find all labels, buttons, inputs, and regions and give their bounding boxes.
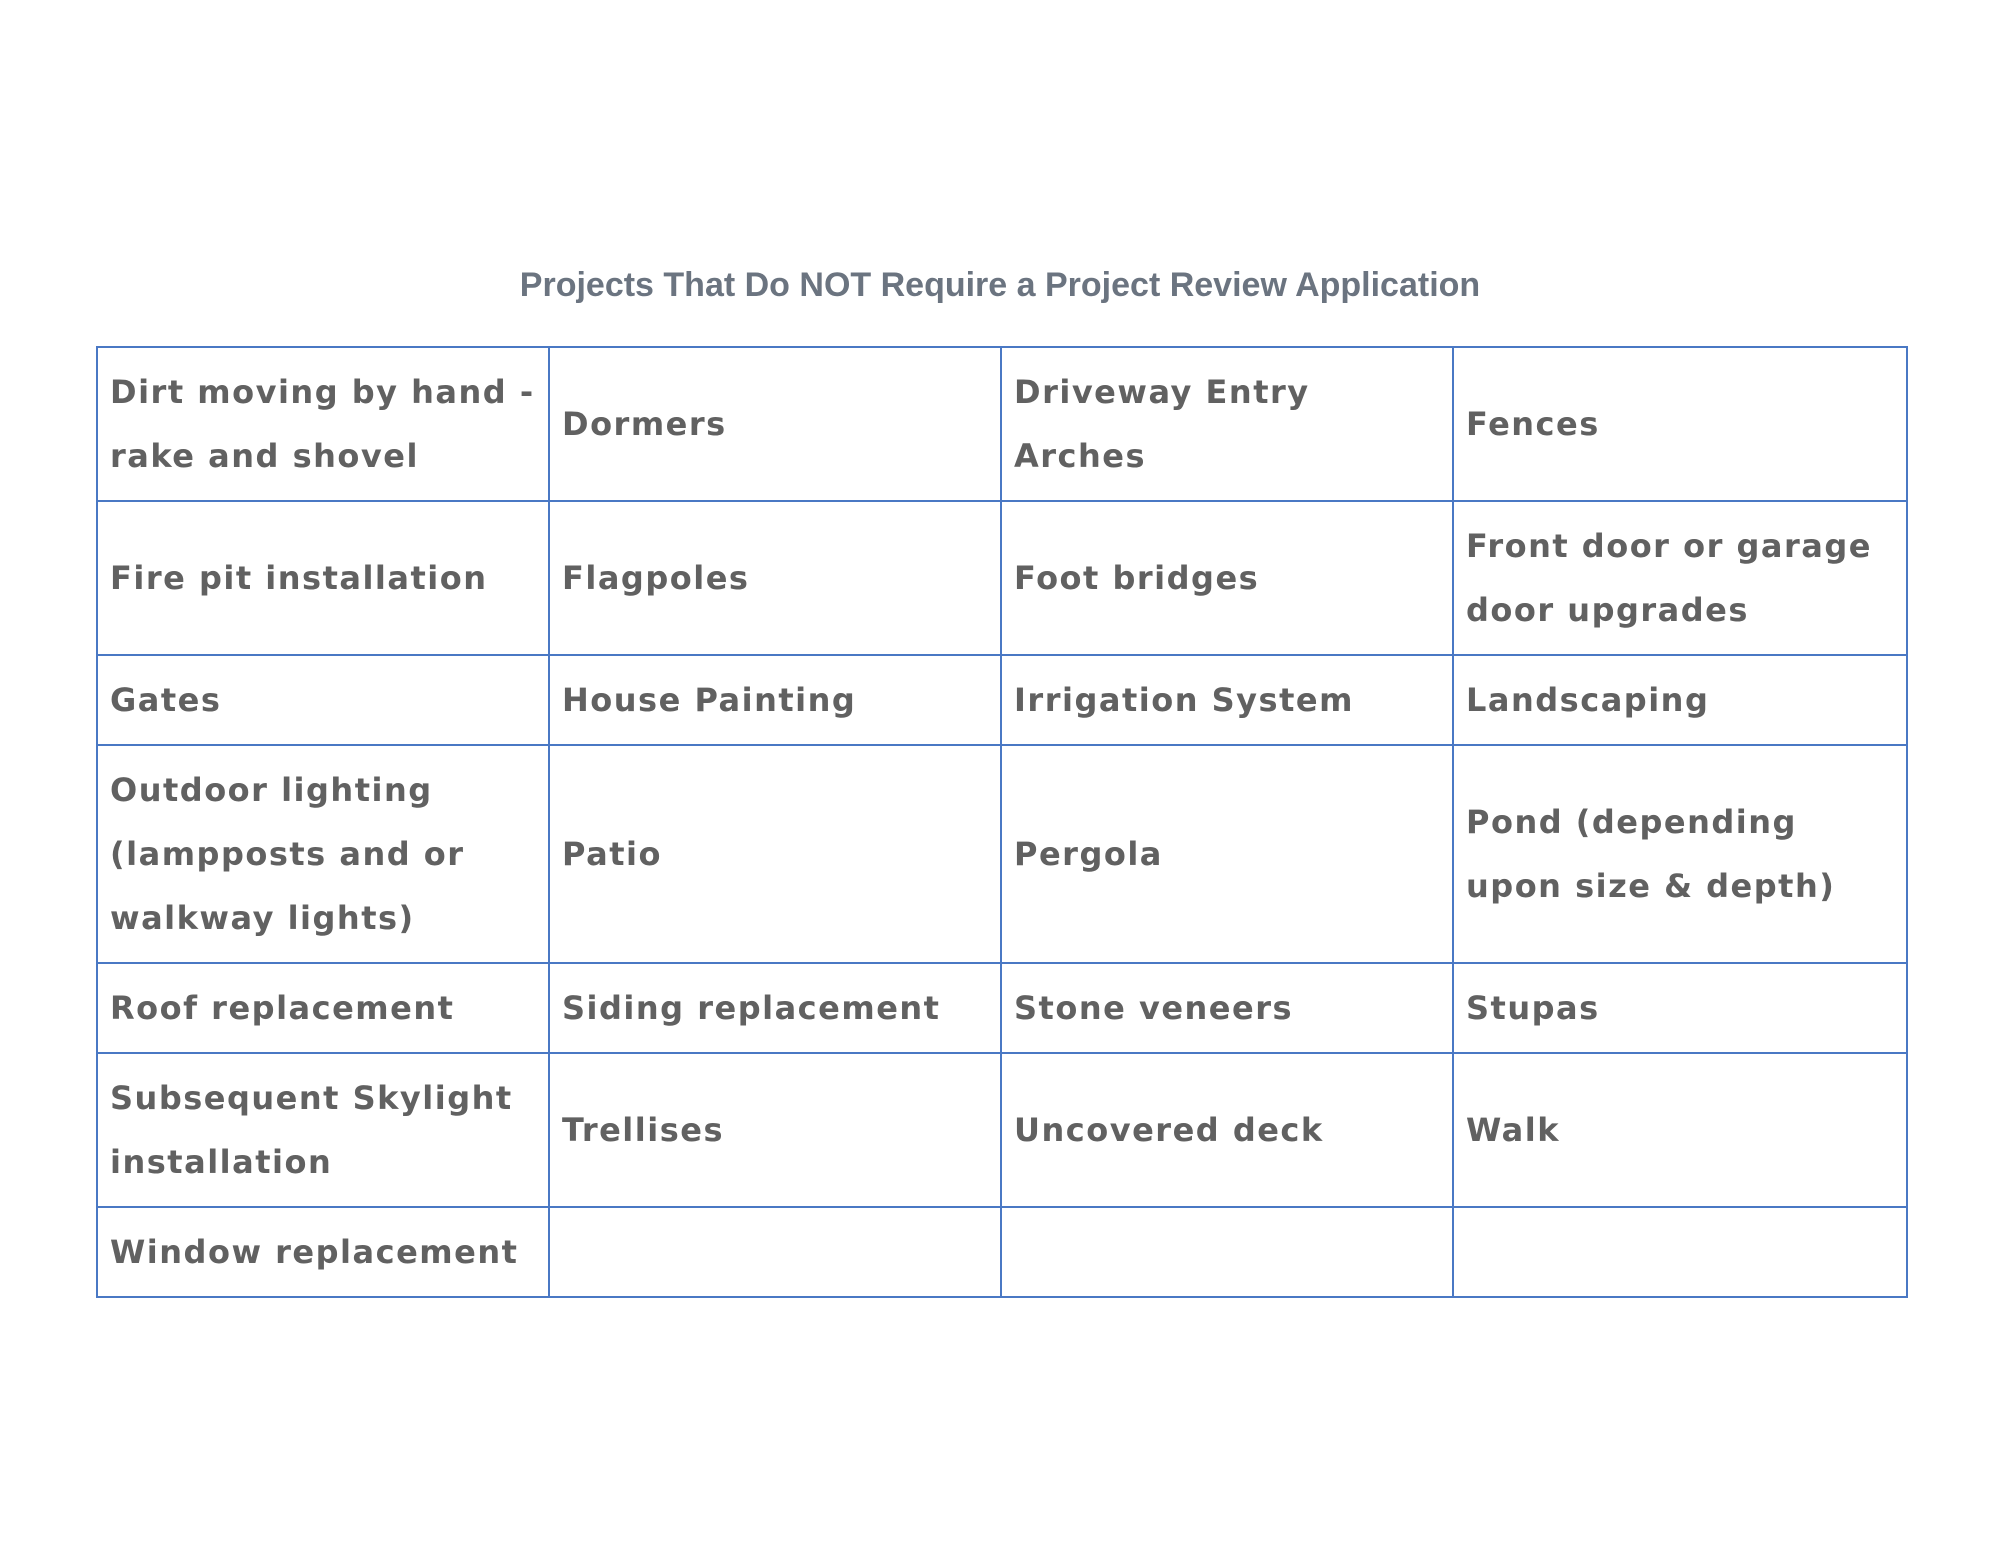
- table-cell: Outdoor lighting (lampposts and or walkway lights): [97, 745, 549, 963]
- table-cell: Foot bridges: [1001, 501, 1453, 655]
- table-cell: Stupas: [1453, 963, 1907, 1053]
- table-row: [97, 655, 1907, 745]
- table-cell: Roof replacement: [97, 963, 549, 1053]
- table-cell: Walk: [1453, 1053, 1907, 1207]
- table-row: [97, 1053, 1907, 1207]
- table-cell: Pergola: [1001, 745, 1453, 963]
- table-cell: Irrigation System: [1001, 655, 1453, 745]
- table-cell: Front door or garage door upgrades: [1453, 501, 1907, 655]
- table-cell: Pond (depending upon size & depth): [1453, 745, 1907, 963]
- table-cell: Driveway Entry Arches: [1001, 347, 1453, 501]
- table-cell: Uncovered deck: [1001, 1053, 1453, 1207]
- table-cell: [1453, 1207, 1907, 1297]
- table-cell: Gates: [97, 655, 549, 745]
- table-cell: [1001, 1207, 1453, 1297]
- table-cell: Dormers: [549, 347, 1001, 501]
- projects-table: [96, 346, 1908, 1298]
- page-title: Projects That Do NOT Require a Project Review Application: [519, 266, 1481, 304]
- table-cell: Stone veneers: [1001, 963, 1453, 1053]
- table-row: [97, 963, 1907, 1053]
- table-row: [97, 347, 1907, 501]
- table-cell: Window replacement: [97, 1207, 549, 1297]
- table-row: [97, 745, 1907, 963]
- table-cell: Subsequent Skylight installation: [97, 1053, 549, 1207]
- table-cell: [549, 1207, 1001, 1297]
- table-row: [97, 1207, 1907, 1297]
- table-cell: Landscaping: [1453, 655, 1907, 745]
- table-cell: Fences: [1453, 347, 1907, 501]
- table-row: [97, 501, 1907, 655]
- table-cell: House Painting: [549, 655, 1001, 745]
- table-cell: Dirt moving by hand - rake and shovel: [97, 347, 549, 501]
- table-cell: Fire pit installation: [97, 501, 549, 655]
- table-cell: Patio: [549, 745, 1001, 963]
- table-cell: Siding replacement: [549, 963, 1001, 1053]
- table-cell: Flagpoles: [549, 501, 1001, 655]
- table-cell: Trellises: [549, 1053, 1001, 1207]
